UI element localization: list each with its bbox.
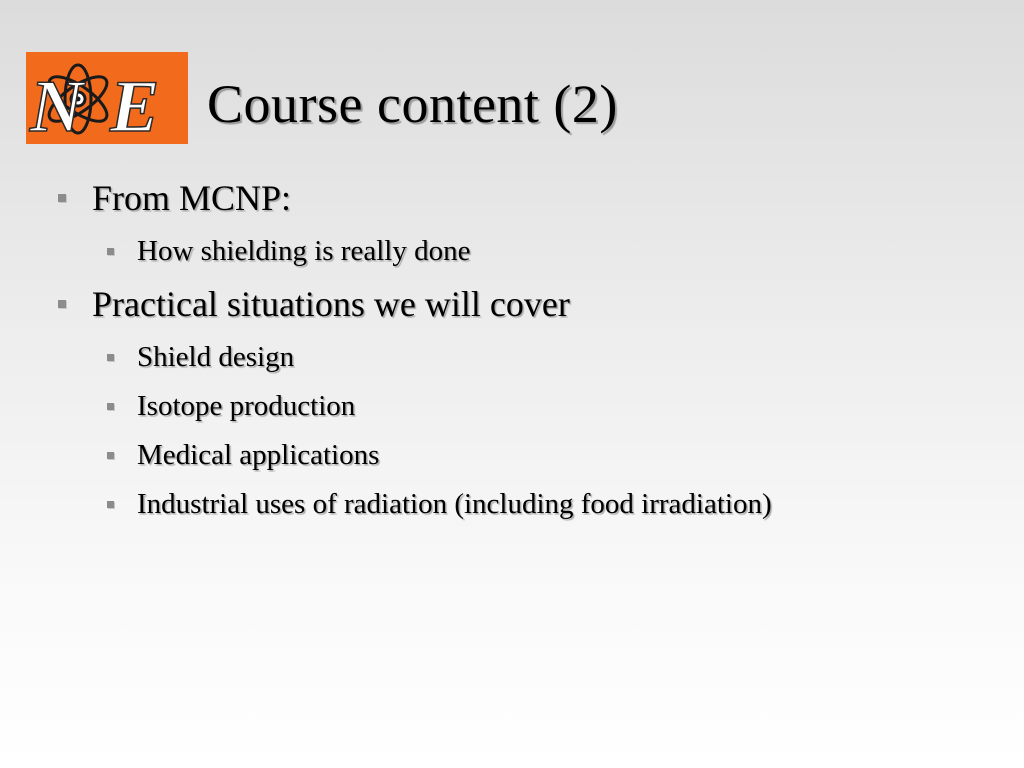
sub-bullet-marker-icon bbox=[107, 501, 114, 508]
atom-icon bbox=[26, 52, 188, 144]
bullet-item bbox=[92, 282, 570, 326]
bullet-text: Practical situations we will cover bbox=[92, 284, 570, 324]
svg-text:E: E bbox=[110, 66, 160, 144]
sub-bullet-text: Shield design bbox=[137, 341, 295, 373]
sub-bullet-text: Isotope production bbox=[137, 390, 356, 422]
sub-bullet-item bbox=[137, 339, 294, 375]
department-logo bbox=[26, 52, 188, 144]
sub-bullet-item bbox=[137, 388, 355, 424]
slide-title: Course content (2) bbox=[207, 74, 618, 134]
sub-bullet-text: Medical applications bbox=[137, 439, 380, 471]
bullet-marker-icon bbox=[58, 194, 66, 202]
sub-bullet-item bbox=[137, 486, 772, 522]
sub-bullet-text: How shielding is really done bbox=[137, 235, 471, 267]
sub-bullet-marker-icon bbox=[107, 248, 114, 255]
bullet-marker-icon bbox=[58, 300, 66, 308]
sub-bullet-marker-icon bbox=[107, 354, 114, 361]
sub-bullet-item bbox=[137, 437, 379, 473]
sub-bullet-text: Industrial uses of radiation (including food irradiation) bbox=[137, 488, 772, 520]
sub-bullet-item bbox=[137, 233, 470, 269]
bullet-item bbox=[92, 176, 291, 220]
sub-bullet-marker-icon bbox=[107, 452, 114, 459]
bullet-text: From MCNP: bbox=[92, 178, 292, 218]
sub-bullet-marker-icon bbox=[107, 403, 114, 410]
svg-text:N: N bbox=[30, 66, 84, 144]
